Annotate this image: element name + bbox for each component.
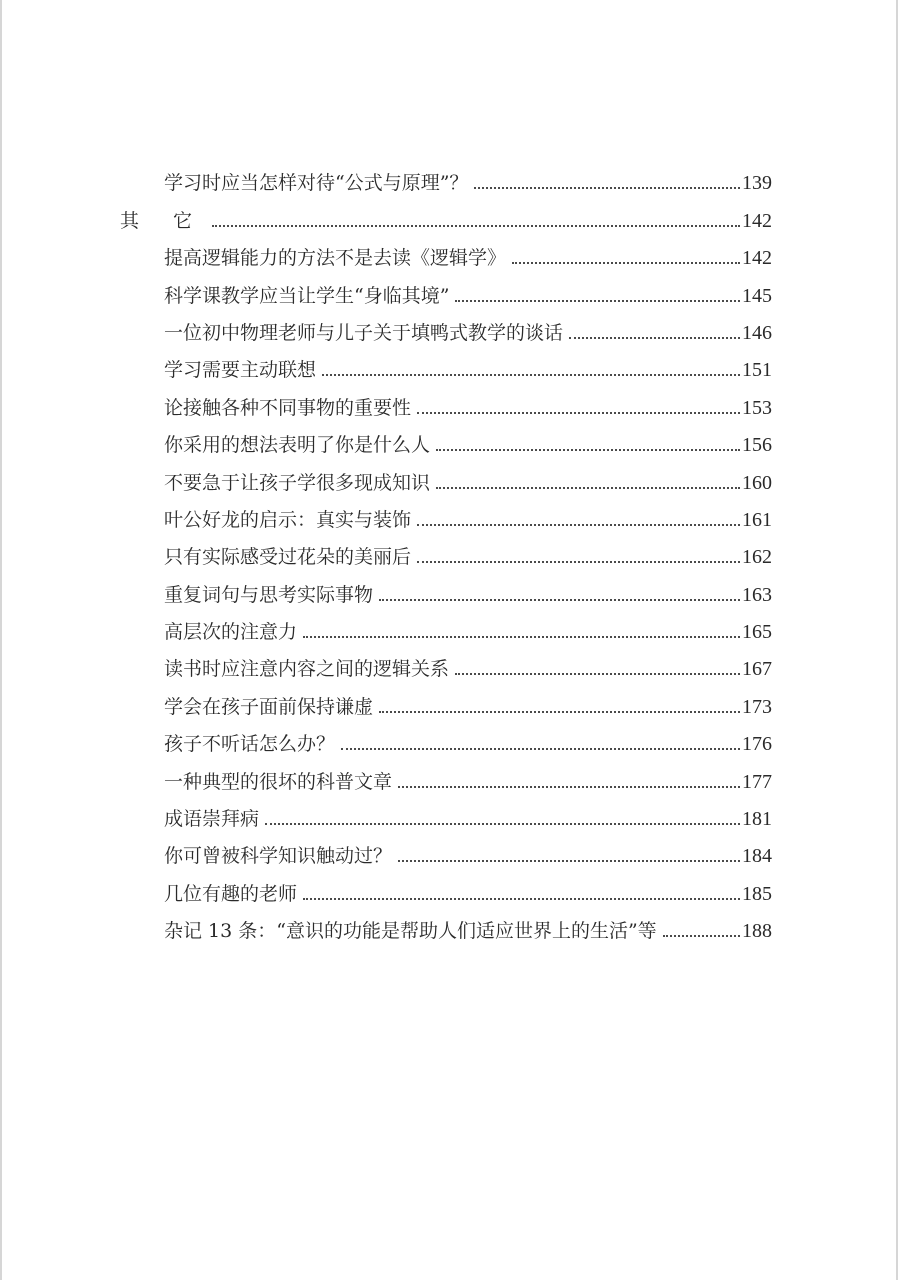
toc-entry-page: 146 bbox=[742, 321, 772, 344]
toc-entry bbox=[120, 605, 772, 642]
toc-entry-title: 重复词句与思考实际事物 bbox=[164, 583, 374, 606]
toc-entry bbox=[120, 156, 772, 193]
toc-entry-page: 165 bbox=[742, 621, 772, 644]
toc-dot-leader bbox=[474, 187, 740, 189]
toc-entry-page: 161 bbox=[742, 508, 772, 531]
toc-entry bbox=[120, 792, 772, 829]
toc-entry-page: 173 bbox=[742, 695, 772, 718]
toc-entry-page: 188 bbox=[742, 920, 772, 943]
toc-dot-leader bbox=[455, 300, 740, 302]
toc-entry-page: 177 bbox=[742, 770, 772, 793]
toc-entry-title: 学习需要主动联想 bbox=[164, 359, 317, 382]
toc-entry-title: 提高逻辑能力的方法不是去读《逻辑学》 bbox=[164, 247, 507, 270]
toc-entry bbox=[120, 530, 772, 567]
toc-entry-title: 不要急于让孩子学很多现成知识 bbox=[164, 471, 431, 494]
toc-entry-page: 160 bbox=[742, 471, 772, 494]
toc-dot-leader bbox=[398, 860, 740, 862]
toc-entry-title: 只有实际感受过花朵的美丽后 bbox=[164, 546, 412, 569]
toc-dot-leader bbox=[417, 412, 740, 414]
toc-entry-page: 142 bbox=[742, 209, 772, 232]
toc-dot-leader bbox=[398, 786, 740, 788]
toc-entry-title: 你采用的想法表明了你是什么人 bbox=[164, 434, 431, 457]
toc-entry-page: 185 bbox=[742, 882, 772, 905]
toc-entry-title: 叶公好龙的启示：真实与装饰 bbox=[164, 508, 412, 531]
toc-entry bbox=[120, 679, 772, 716]
toc-entry-title: 孩子不听话怎么办？ bbox=[164, 733, 336, 756]
toc-entry-page: 181 bbox=[742, 808, 772, 831]
toc-dot-leader bbox=[341, 748, 740, 750]
toc-entry-page: 156 bbox=[742, 434, 772, 457]
toc-section-heading bbox=[120, 193, 772, 230]
toc-entry-page: 162 bbox=[742, 546, 772, 569]
toc-entry-title: 学习时应当怎样对待“公式与原理”？ bbox=[164, 172, 469, 195]
toc-entry-page: 142 bbox=[742, 247, 772, 270]
toc-entry-title: 读书时应注意内容之间的逻辑关系 bbox=[164, 658, 450, 681]
toc-entry bbox=[120, 642, 772, 679]
toc-entry-title: 一位初中物理老师与儿子关于填鸭式教学的谈话 bbox=[164, 321, 564, 344]
toc-entry bbox=[120, 380, 772, 417]
toc-dot-leader bbox=[417, 524, 740, 526]
toc-entry bbox=[120, 567, 772, 604]
toc-dot-leader bbox=[322, 374, 740, 376]
toc-entry-title: 你可曾被科学知识触动过？ bbox=[164, 845, 393, 868]
toc-entry-title: 论接触各种不同事物的重要性 bbox=[164, 396, 412, 419]
toc-entry bbox=[120, 306, 772, 343]
toc-dot-leader bbox=[436, 487, 740, 489]
toc-entry-title: 成语崇拜病 bbox=[164, 808, 260, 831]
toc-entry-page: 163 bbox=[742, 583, 772, 606]
toc-entry-page: 176 bbox=[742, 733, 772, 756]
toc-entry-page: 153 bbox=[742, 396, 772, 419]
toc-entry bbox=[120, 455, 772, 492]
toc-dot-leader bbox=[303, 636, 740, 638]
toc-entry bbox=[120, 904, 772, 941]
toc-entry-page: 139 bbox=[742, 172, 772, 195]
toc-section-title: 其 它 bbox=[120, 209, 207, 232]
toc-entry bbox=[120, 829, 772, 866]
toc-entry-page: 167 bbox=[742, 658, 772, 681]
toc-dot-leader bbox=[663, 935, 740, 937]
toc-entry bbox=[120, 754, 772, 791]
toc-entry-title: 学会在孩子面前保持谦虚 bbox=[164, 695, 374, 718]
toc-entry-title: 杂记 13 条：“意识的功能是帮助人们适应世界上的生活”等 bbox=[164, 920, 657, 943]
toc-dot-leader bbox=[417, 561, 740, 563]
toc-dot-leader bbox=[379, 599, 740, 601]
toc-entry-page: 184 bbox=[742, 845, 772, 868]
toc-dot-leader bbox=[455, 673, 740, 675]
toc-entry bbox=[120, 268, 772, 305]
toc-entry-page: 145 bbox=[742, 284, 772, 307]
toc-entry-page: 151 bbox=[742, 359, 772, 382]
table-of-contents bbox=[120, 156, 772, 941]
toc-entry-title: 科学课教学应当让学生“身临其境” bbox=[164, 284, 450, 307]
toc-entry bbox=[120, 493, 772, 530]
toc-entry-title: 一种典型的很坏的科普文章 bbox=[164, 770, 393, 793]
toc-dot-leader bbox=[569, 337, 740, 339]
toc-entry bbox=[120, 866, 772, 903]
toc-entry-title: 高层次的注意力 bbox=[164, 621, 298, 644]
toc-dot-leader bbox=[512, 262, 740, 264]
toc-dot-leader bbox=[436, 449, 740, 451]
toc-dot-leader bbox=[265, 823, 740, 825]
toc-entry bbox=[120, 418, 772, 455]
toc-dot-leader bbox=[303, 898, 740, 900]
toc-dot-leader bbox=[212, 225, 740, 227]
toc-entry-title: 几位有趣的老师 bbox=[164, 882, 298, 905]
toc-dot-leader bbox=[379, 711, 740, 713]
toc-entry bbox=[120, 343, 772, 380]
toc-entry bbox=[120, 231, 772, 268]
toc-entry bbox=[120, 717, 772, 754]
